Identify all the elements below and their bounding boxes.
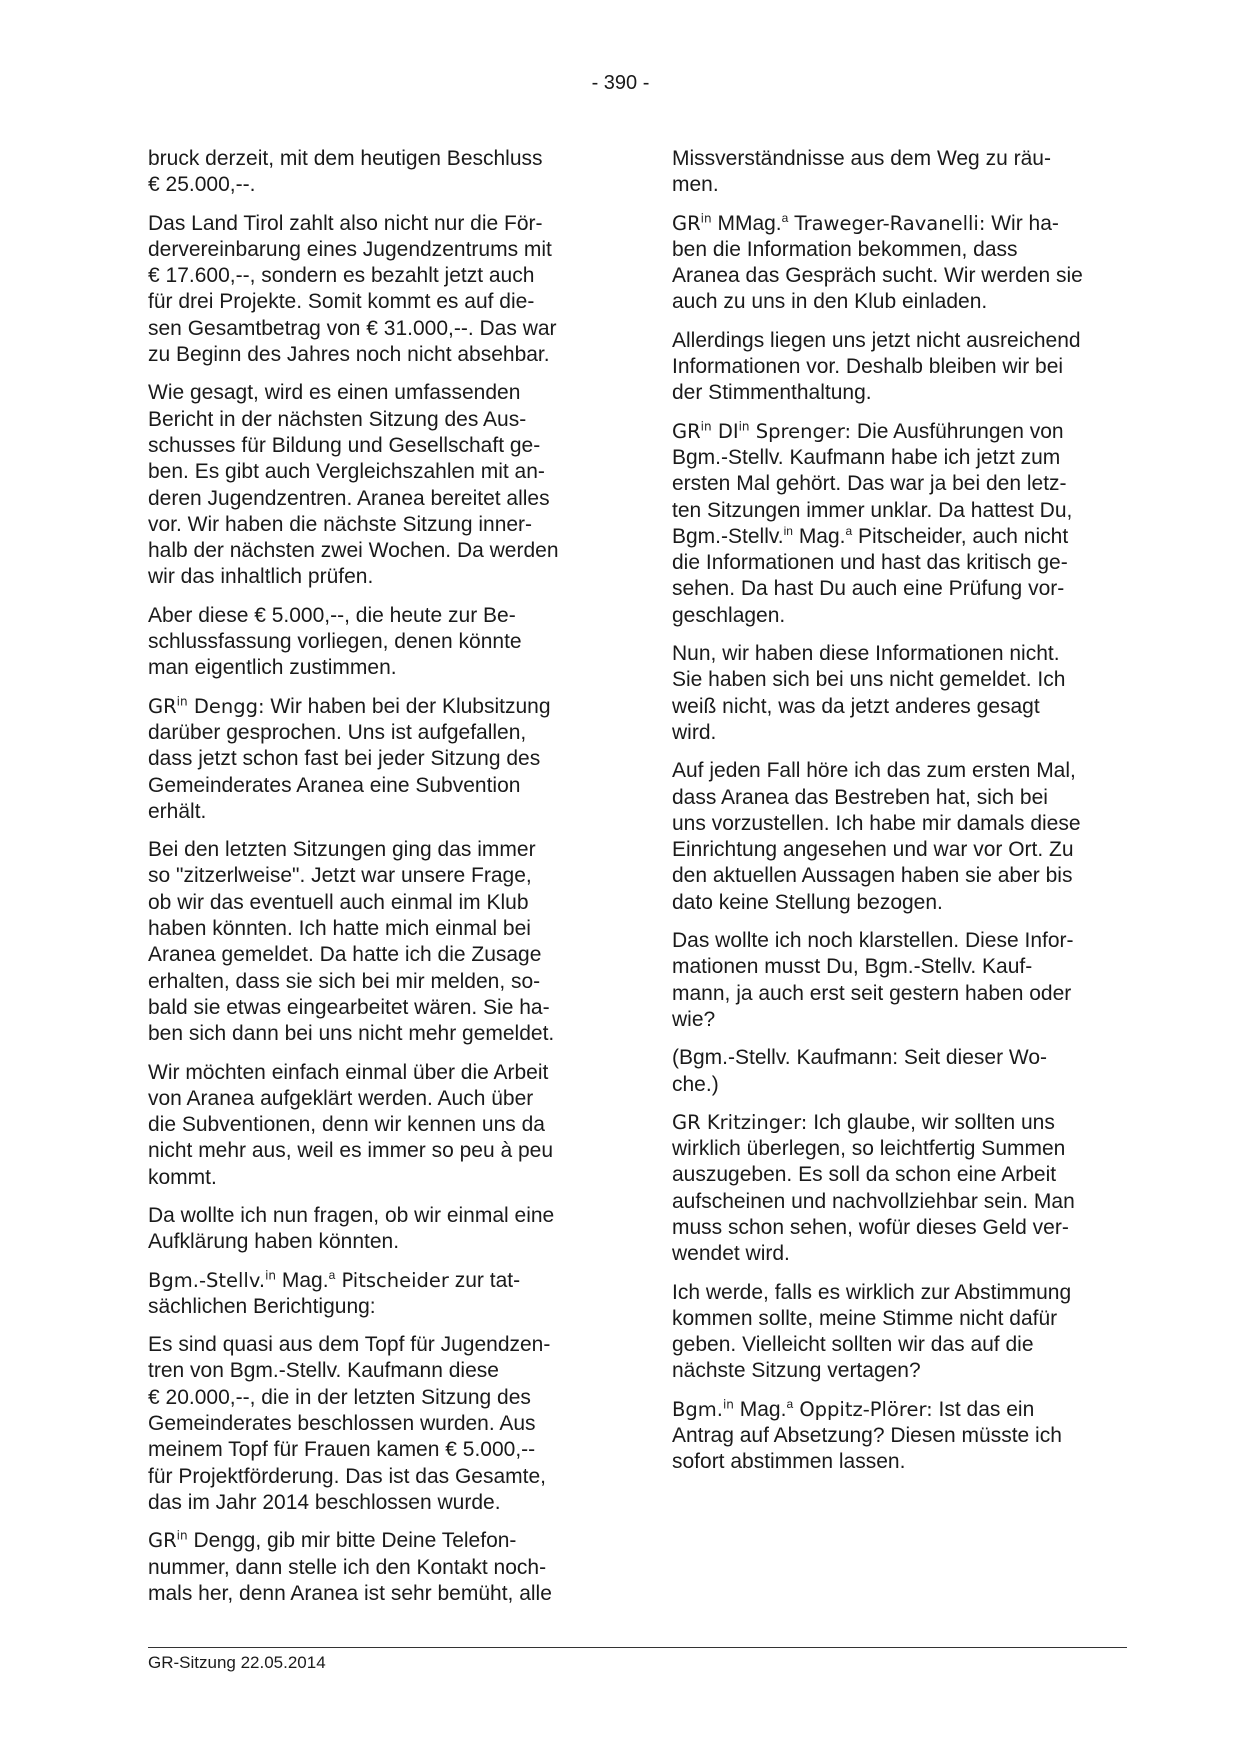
speaker-name: $GR^{in}$ Dengg: <box>148 694 265 718</box>
paragraph: Wir möchten einfach einmal über die Arbeit von Aranea aufgeklärt werden. Auch über die Subventionen, denn wir kennen uns da nicht mehr aus, weil es immer so peu à peu kommt. <box>148 1060 554 1189</box>
speaker-name: GR Kritzinger: <box>672 1110 808 1134</box>
paragraph: (Bgm.-Stellv. Kaufmann: Seit dieser Wo- che.) <box>672 1046 1048 1096</box>
paragraph: Da wollte ich nun fragen, ob wir einmal eine Aufklärung haben könnten. <box>148 1203 555 1254</box>
paragraph: Auf jeden Fall höre ich das zum ersten Mal, dass Aranea das Bestreben hat, sich bei uns vorzustellen. Ich habe mir damals diese Einrichtung angesehen und war vor Ort. Zu den aktuellen Aussagen haben sie aber bis dato keine Stellung bezogen. <box>672 759 1081 914</box>
speaker-name: $GR^{in}$ <box>672 211 712 235</box>
paragraph: Es sind quasi aus dem Topf für Jugendzen- tren von Bgm.-Stellv. Kaufmann diese € 20.000,--, die in der letzten Sitzung des Gemeinderates beschlossen wurden. Aus meinem Topf für Frauen kamen € 5.000,-- für Projektförderung. Das ist das Gesamte, das im Jahr 2014 beschlossen wurde. <box>148 1333 551 1514</box>
paragraph: Ich werde, falls es wirklich zur Abstimmung kommen sollte, meine Stimme nicht dafür geben. Vielleicht sollten wir das auf die nächste Sitzung vertagen? <box>672 1280 1072 1383</box>
speech-paragraph: $GR^{in}$ MMag.$^a$ Traweger-Ravanelli: Wir ha- ben die Information bekommen, dass Aranea das Gespräch sucht. Wir werden sie auch zu uns in den Klub einladen. <box>672 210 1083 314</box>
footer-session-date: GR-Sitzung 22.05.2014 <box>148 1653 326 1672</box>
speaker-name: $GR^{in}$ <box>148 1528 188 1553</box>
speech-paragraph: Bgm.$^{in}$ Mag.$^a$ Oppitz-Plörer: Ist das ein Antrag auf Absetzung? Diesen müsste ich sofort abstimmen lassen. <box>672 1396 1062 1474</box>
paragraph: Das Land Tirol zahlt also nicht nur die För- dervereinbarung eines Jugendzentrums mit € 17.600,--, sondern es bezahlt jetzt auch für drei Projekte. Somit kommt es auf die- sen Gesamtbetrag von € 31.000,--. Das war zu Beginn des Jahres noch nicht absehbar. <box>148 211 557 367</box>
speech-paragraph: $GR^{in}$ Dengg, gib mir bitte Deine Telefon- nummer, dann stelle ich den Kontakt noch- mals her, denn Aranea ist sehr bemüht, alle <box>148 1528 552 1605</box>
paragraph: Das wollte ich noch klarstellen. Diese Infor- mationen musst Du, Bgm.-Stellv. Kauf- mann, ja auch erst seit gestern haben oder wie? <box>672 929 1074 1031</box>
speaker-name: Bgm.-Stellv.$^{in}$ <box>148 1268 277 1292</box>
right-column <box>672 146 1127 1488</box>
paragraph: Allerdings liegen uns jetzt nicht ausreichend Informationen vor. Deshalb bleiben wir bei der Stimmenthaltung. <box>672 328 1081 405</box>
speaker-name: Bgm.$^{in}$ <box>672 1397 734 1421</box>
page-number: - 390 - <box>591 72 650 94</box>
speaker-name: $GR^{in}$ $DI^{in}$ Sprenger: <box>672 419 852 443</box>
paragraph: Bei den letzten Sitzungen ging das immer so "zitzerlweise". Jetzt war unsere Frage, ob wir das eventuell auch einmal im Klub haben könnten. Ich hatte mich einmal bei Aranea gemeldet. Da hatte ich die Zusage erhalten, dass sie sich bei mir melden, so- bald sie etwas eingearbeitet wären. Sie ha- ben sich dann bei uns nicht mehr gemeldet. <box>148 838 555 1046</box>
left-column <box>148 146 600 1619</box>
speech-paragraph: GR Kritzinger: Ich glaube, wir sollten uns wirklich überlegen, so leichtfertig Summen auszugeben. Es soll da schon eine Arbeit aufscheinen und nachvollziehbar sein. Man muss schon sehen, wofür dieses Geld ver- wendet wird. <box>672 1110 1075 1266</box>
speech-paragraph: Bgm.-Stellv.$^{in}$ Mag.$^a$ Pitscheider zur tat- sächlichen Berichtigung: <box>148 1267 521 1318</box>
footer-divider <box>148 1647 1127 1648</box>
speech-paragraph: $GR^{in}$ Dengg: Wir haben bei der Klubsitzung darüber gesprochen. Uns ist aufgefallen, dass jetzt schon fast bei jeder Sitzung des Gemeinderates Aranea eine Subvention erhält. <box>148 694 551 823</box>
paragraph: Missverständnisse aus dem Weg zu räu- men. <box>672 147 1051 197</box>
paragraph: Wie gesagt, wird es einen umfassenden Bericht in der nächsten Sitzung des Aus- schusses für Bildung und Gesellschaft ge- ben. Es gibt auch Vergleichszahlen mit an- deren Jugendzentren. Aranea bereitet alles vor. Wir haben die nächste Sitzung inner- halb der nächsten zwei Wochen. Da werden wir das inhaltlich prüfen. <box>148 381 559 589</box>
paragraph: Aber diese € 5.000,--, die heute zur Be- schlussfassung vorliegen, denen könnte man eigentlich zustimmen. <box>148 603 522 680</box>
speech-paragraph: $GR^{in}$ $DI^{in}$ Sprenger: Die Ausführungen von Bgm.-Stellv. Kaufmann habe ich jetzt zum ersten Mal gehört. Das war ja bei den letz- ten Sitzungen immer unklar. Da hattest Du, Bgm.-Stellv.$^{in}$ Mag.$^a$ Pitscheider, auch nicht die Informationen und hast das kritisch ge- sehen. Da hast Du auch eine Prüfung vor- geschlagen. <box>672 419 1073 627</box>
paragraph: Nun, wir haben diese Informationen nicht. Sie haben sich bei uns nicht gemeldet. Ich weiß nicht, was da jetzt anderes gesagt wird. <box>672 642 1066 744</box>
paragraph: bruck derzeit, mit dem heutigen Beschluss € 25.000,--. <box>148 147 543 197</box>
